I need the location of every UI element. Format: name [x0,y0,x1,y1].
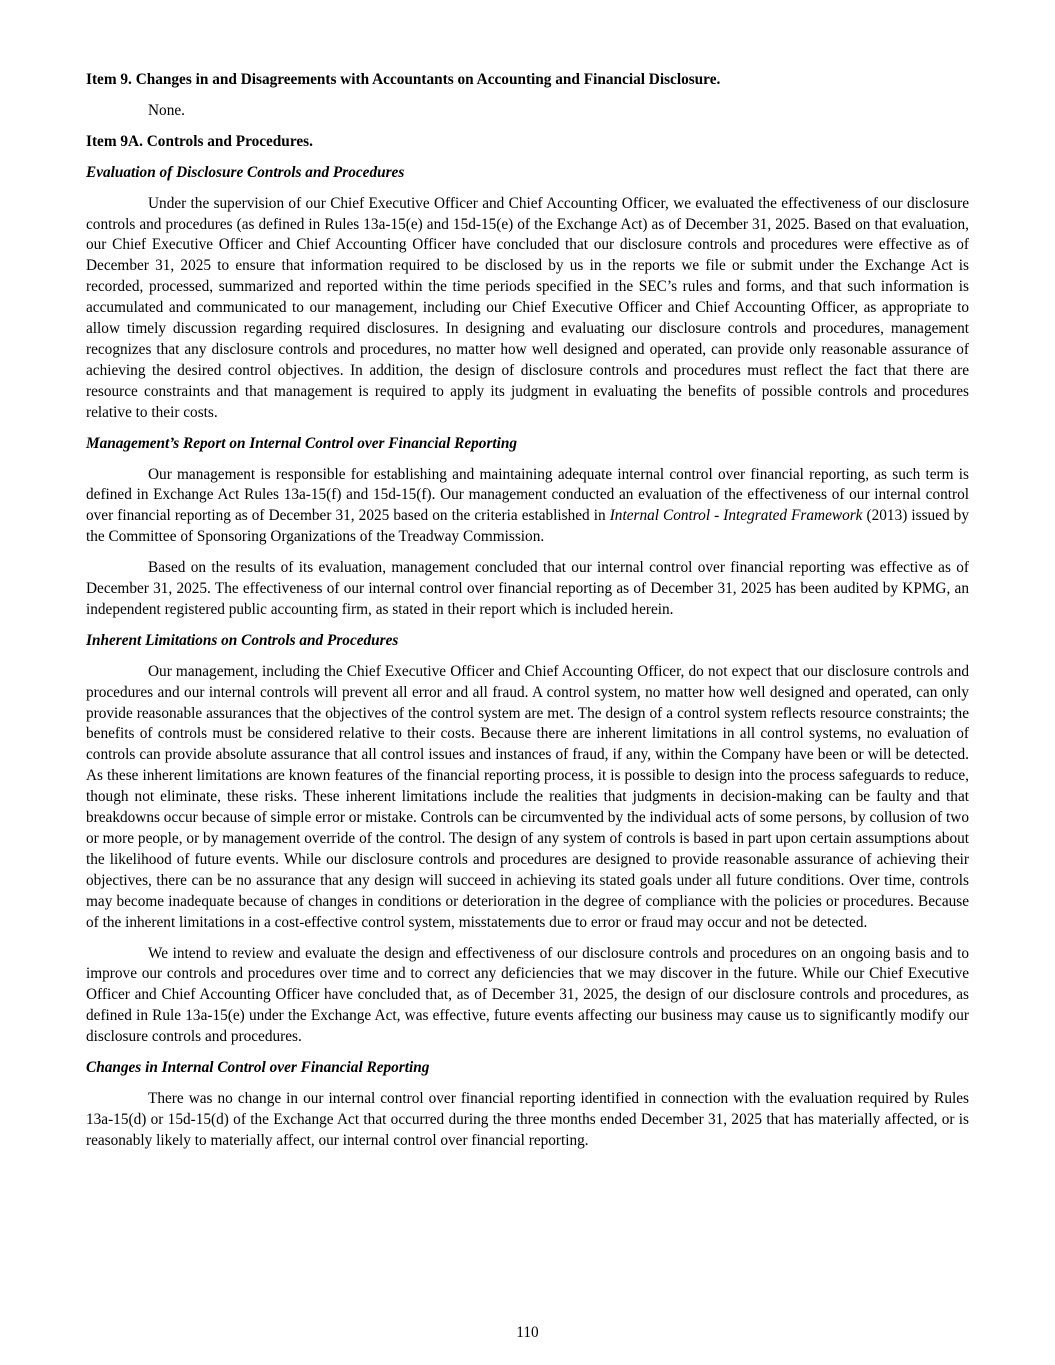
limitations-paragraph-2: We intend to review and evaluate the design and effectiveness of our disclosure controls and procedures on an ongoing basis and to improve our controls and procedures over time and to correct any deficiencies that we may discover in the future. While our Chief Executive Officer and Chief Accounting Officer have concluded that, as of December 31, 2025, the design of our disclosure controls and procedures, as defined in Rule 13a-15(e) under the Exchange Act, was effective, future events affecting our business may cause us to significantly modify our disclosure controls and procedures. [86,944,969,1046]
document-page [86,60,969,1162]
management-report-subheading: Management’s Report on Internal Control over Financial Reporting [86,434,518,452]
evaluation-subheading: Evaluation of Disclosure Controls and Procedures [86,163,405,181]
management-report-paragraph-1 [86,465,969,549]
management-report-paragraph-2: Based on the results of its evaluation, management concluded that our internal control over financial reporting was effective as of December 31, 2025. The effectiveness of our internal control over financial reporting as of December 31, 2025 has been audited by KPMG, an independent registered public accounting firm, as stated in their report which is included herein. [86,559,969,618]
limitations-subheading: Inherent Limitations on Controls and Procedures [86,631,399,649]
limitations-paragraph-1: Our management, including the Chief Executive Officer and Chief Accounting Officer, do not expect that our disclosure controls and procedures and our internal controls will prevent all error and all fraud. A control system, no matter how well designed and operated, can only provide reasonable assurances that the objectives of the control system are met. The design of a control system reflects resource constraints; the benefits of controls must be considered relative to their costs. Because there are inherent limitations in all control systems, no evaluation of controls can provide absolute assurance that all control issues and instances of fraud, if any, within the Company have been or will be detected. As these inherent limitations are known features of the financial reporting process, it is possible to design into the process safeguards to reduce, though not eliminate, these risks. These inherent limitations include the realities that judgments in decision-making can be faulty and that breakdowns occur because of simple error or mistake. Controls can be circumvented by the individual acts of some persons, by collusion of two or more people, or by management override of the control. The design of any system of controls is based in part upon certain assumptions about the likelihood of future events. While our disclosure controls and procedures are designed to provide reasonable assurance of achieving their objectives, there can be no assurance that any design will succeed in achieving its stated goals under all future conditions. Over time, controls may become inadequate because of changes in conditions or deterioration in the degree of compliance with the policies or procedures. Because of the inherent limitations in a cost-effective control system, misstatements due to error or fraud may occur and not be detected. [86,662,969,931]
page-number: 110 [516,1324,539,1341]
evaluation-paragraph: Under the supervision of our Chief Executive Officer and Chief Accounting Officer, we evaluated the effectiveness of our disclosure controls and procedures (as defined in Rules 13a-15(e) and 15d-15(e) of the Exchange Act) as of December 31, 2025. Based on that evaluation, our Chief Executive Officer and Chief Accounting Officer have concluded that our disclosure controls and procedures were effective as of December 31, 2025 to ensure that information required to be disclosed by us in the reports we file or submit under the Exchange Act is recorded, processed, summarized and reported within the time periods specified in the SEC’s rules and forms, and that such information is accumulated and communicated to our management, including our Chief Executive Officer and Chief Accounting Officer, as appropriate to allow timely discussion regarding required disclosures. In designing and evaluating our disclosure controls and procedures, management recognizes that any disclosure controls and procedures, no matter how well designed and operated, can provide only reasonable assurance of achieving the desired control objectives. In addition, the design of disclosure controls and procedures must reflect the fact that there are resource constraints and that management is required to apply its judgment in evaluating the benefits of possible controls and procedures relative to their costs. [86,194,969,421]
item-9-body: None. [148,101,185,119]
changes-paragraph: There was no change in our internal control over financial reporting identified in connection with the evaluation required by Rules 13a-15(d) or 15d-15(d) of the Exchange Act that occurred during the three months ended December 31, 2025 that has materially affected, or is reasonably likely to materially affect, our internal control over financial reporting. [86,1089,969,1149]
framework-title: Internal Control - Integrated Framework [609,507,863,525]
item-9-heading: Item 9. Changes in and Disagreements with Accountants on Accounting and Financial Disclosure. [86,71,721,88]
changes-subheading: Changes in Internal Control over Financial Reporting [86,1059,430,1077]
item-9a-heading: Item 9A. Controls and Procedures. [86,132,313,150]
management-report-text-before: Our management is responsible for establishing and maintaining adequate internal control over financial reporting, as such term is defined in Exchange Act Rules 13a-15(f) and 15d-15(f). Our management conducted an evaluation of the effectiveness of our internal control over financial reporting as of December 31, 2025 based on the criteria established in [86,465,969,525]
management-report-text-after: (2013) issued by the Committee of Sponsoring Organizations of the Treadway Commission. [86,507,969,546]
